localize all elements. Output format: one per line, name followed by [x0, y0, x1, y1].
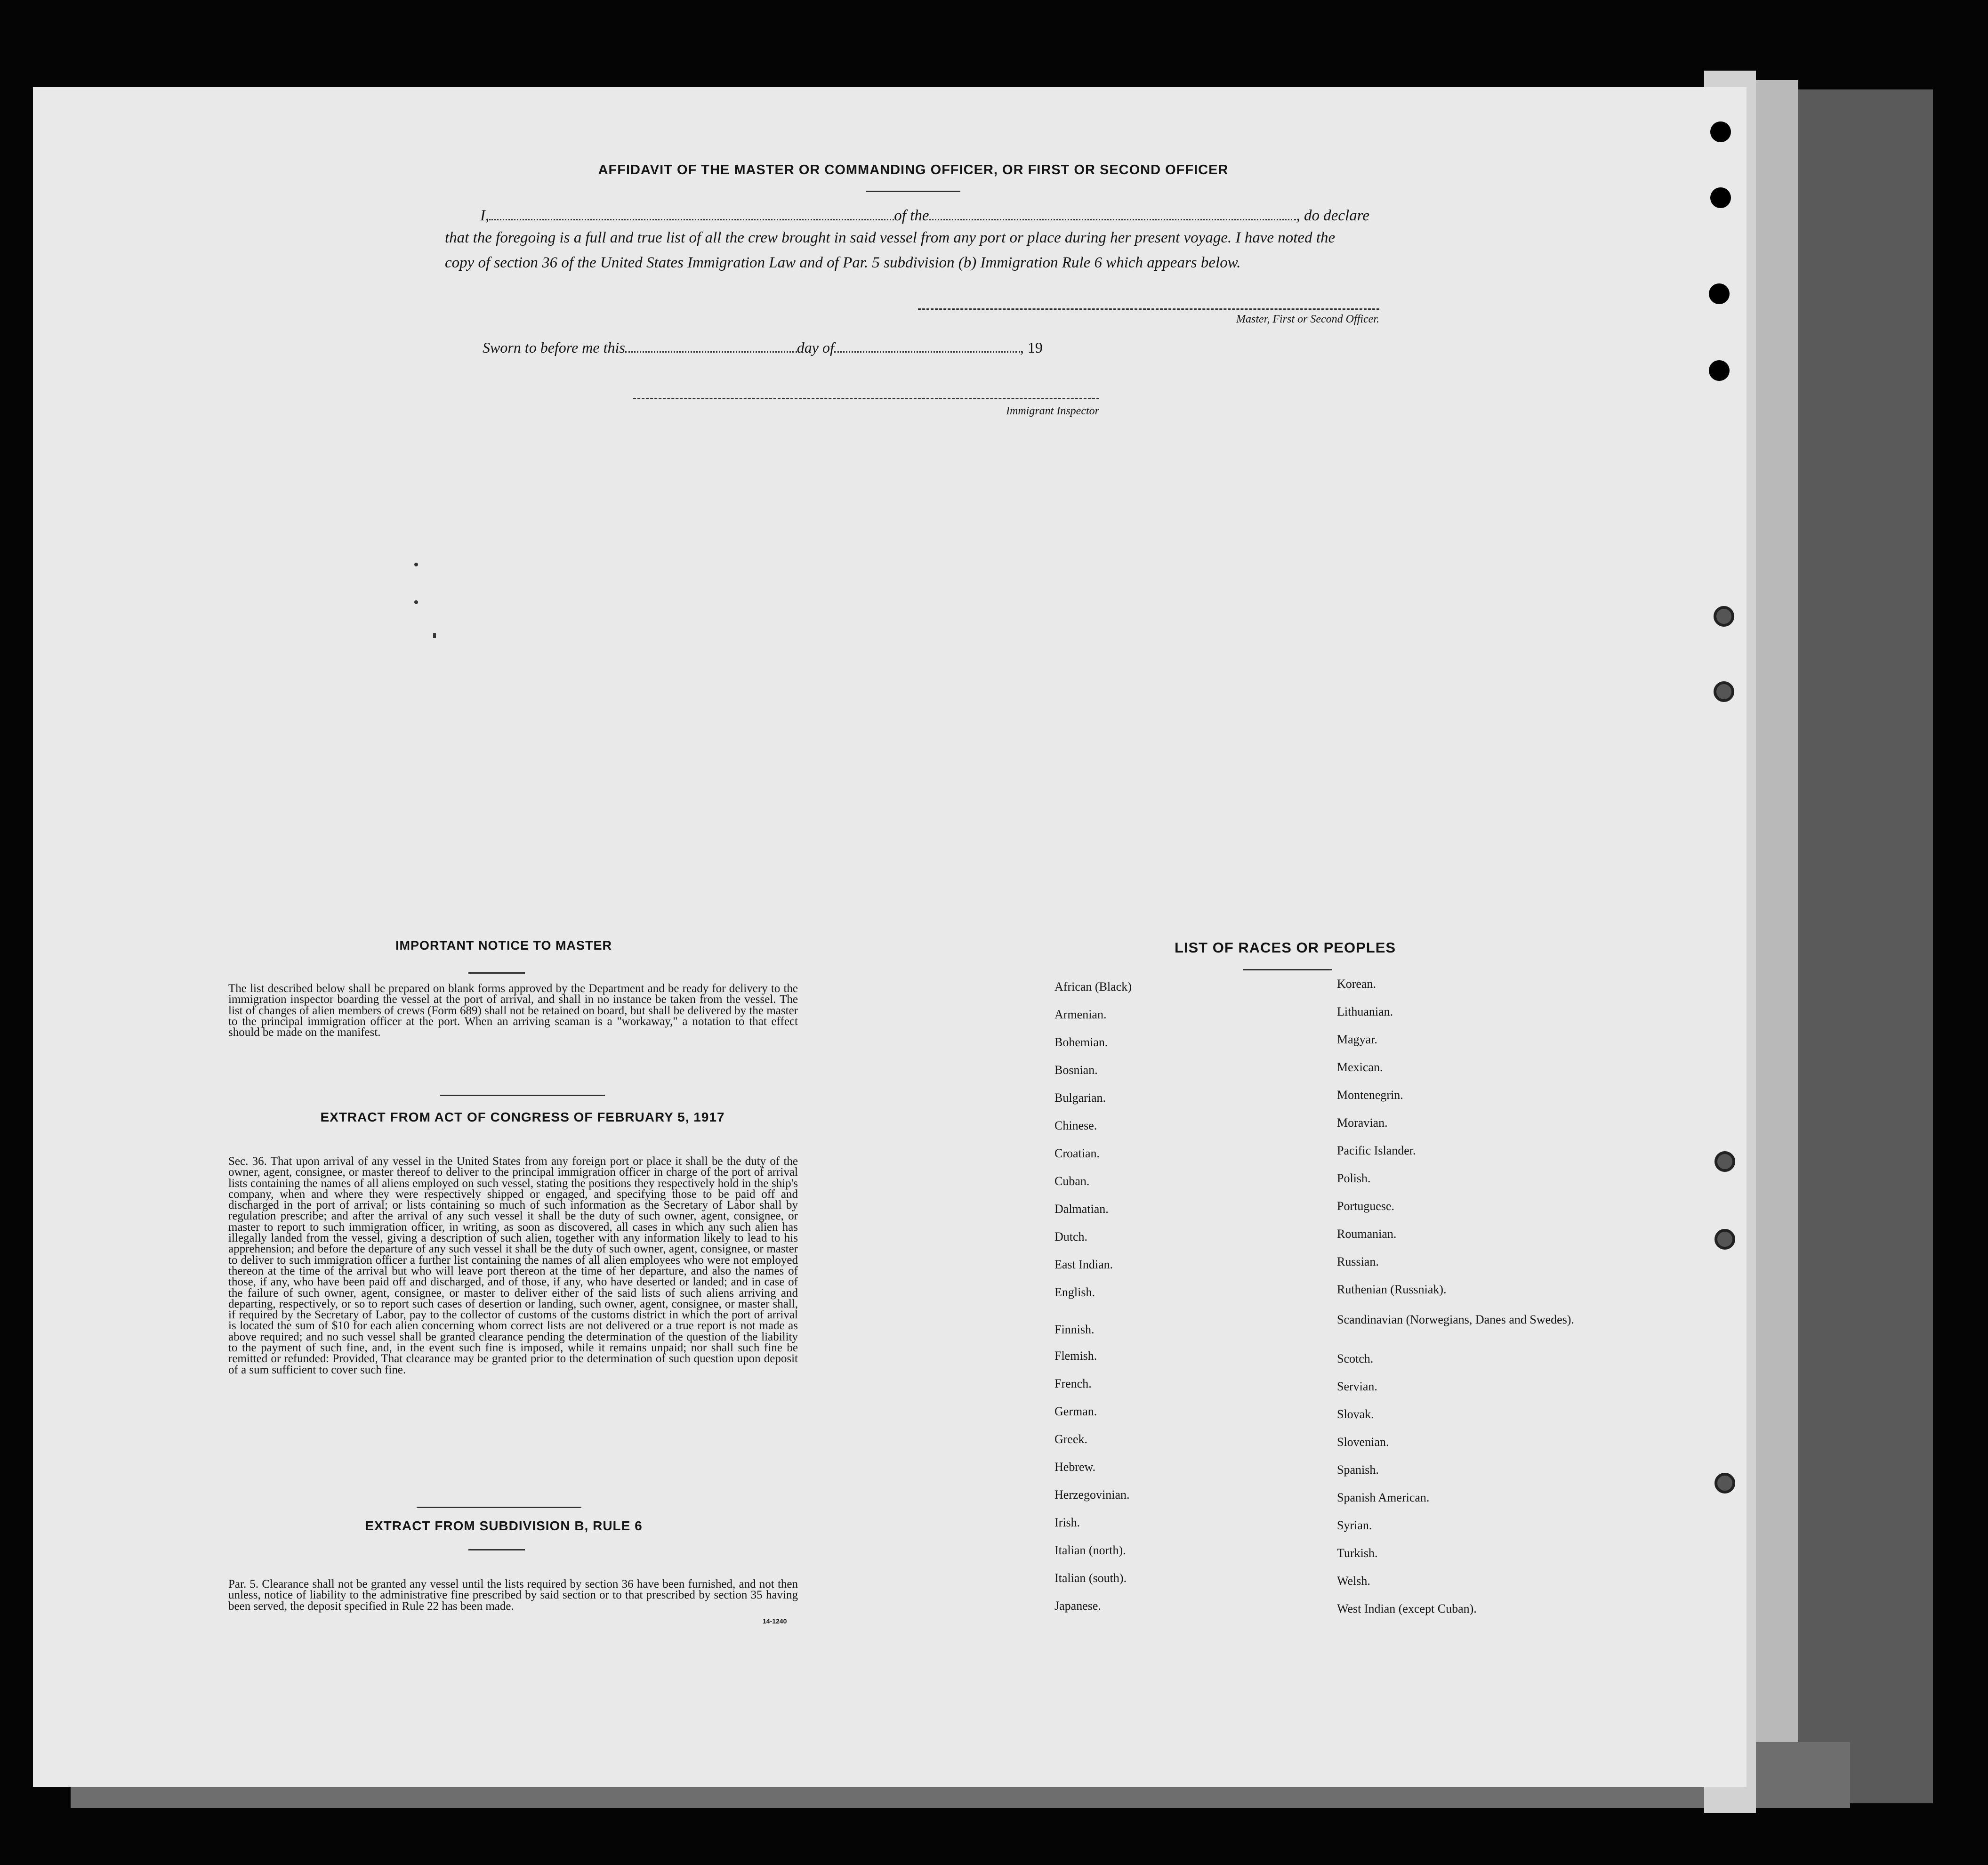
race-item: Korean. — [1337, 977, 1376, 991]
punch-hole — [1714, 1151, 1735, 1172]
race-item: Moravian. — [1337, 1116, 1388, 1130]
race-item: West Indian (except Cuban). — [1337, 1602, 1477, 1615]
race-item: Lithuanian. — [1337, 1005, 1393, 1018]
race-item: Turkish. — [1337, 1546, 1378, 1560]
race-item: Armenian. — [1054, 1008, 1107, 1021]
race-item: Dutch. — [1054, 1230, 1088, 1243]
punch-hole — [1709, 283, 1730, 304]
ink-speck — [414, 600, 418, 604]
sworn-line — [483, 339, 1043, 356]
ink-speck — [433, 633, 436, 638]
race-item: German. — [1054, 1405, 1097, 1418]
rule-extract-body: Par. 5. Clearance shall not be granted any vessel until the lists required by section 36 have been furnished, and not then unless, notice of liability to the administrative fine prescribed by said section or to that prescribed by section 35 having been served, the deposit specified in Rule 22 has been made. — [228, 1578, 798, 1613]
race-item: Portuguese. — [1337, 1199, 1395, 1213]
punch-hole — [1714, 681, 1734, 702]
race-item: French. — [1054, 1377, 1092, 1390]
race-item: Dalmatian. — [1054, 1202, 1109, 1216]
race-item: Croatian. — [1054, 1146, 1100, 1160]
declarant-prefix: I, — [480, 207, 490, 224]
race-item: Bohemian. — [1054, 1035, 1108, 1049]
race-item: Italian (south). — [1054, 1571, 1127, 1585]
declarant-line — [480, 207, 1369, 225]
year-label: , 19 — [1020, 339, 1043, 356]
race-item: Mexican. — [1337, 1060, 1383, 1074]
inspector-signature-line[interactable] — [633, 398, 1099, 399]
races-title: LIST OF RACES OR PEOPLES — [1174, 939, 1396, 956]
race-item: Flemish. — [1054, 1349, 1097, 1363]
declaration-text-2: copy of section 36 of the United States Immigration Law and of Par. 5 subdivision (b) Immigration Rule 6 which appears below. — [445, 254, 1241, 271]
race-item: African (Black) — [1054, 980, 1132, 993]
race-item: Greek. — [1054, 1432, 1088, 1446]
day-of-label: day of — [797, 339, 834, 356]
divider — [417, 1507, 581, 1508]
inspector-caption: Immigrant Inspector — [1006, 405, 1099, 417]
race-item: Chinese. — [1054, 1119, 1097, 1132]
race-item: East Indian. — [1054, 1258, 1113, 1271]
ink-speck — [414, 563, 418, 566]
declarant-name-blank[interactable] — [489, 219, 894, 220]
race-item: Roumanian. — [1337, 1227, 1397, 1241]
race-item: Bosnian. — [1054, 1063, 1098, 1077]
punch-hole — [1714, 1473, 1735, 1494]
race-item: Scandinavian (Norwegians, Danes and Swedes). — [1337, 1313, 1574, 1326]
races-list-right — [1337, 977, 1629, 1633]
race-item: Russian. — [1337, 1255, 1379, 1268]
declare-suffix: , do declare — [1296, 207, 1369, 224]
punch-hole — [1714, 606, 1734, 627]
race-item: Pacific Islander. — [1337, 1144, 1416, 1157]
race-item: Syrian. — [1337, 1518, 1372, 1532]
race-item: Irish. — [1054, 1516, 1080, 1529]
race-item: Polish. — [1337, 1171, 1371, 1185]
race-item: Italian (north). — [1054, 1543, 1126, 1557]
race-item: Bulgarian. — [1054, 1091, 1106, 1105]
sworn-month-blank[interactable] — [834, 351, 1020, 353]
notice-body: The list described below shall be prepared on blank forms approved by the Department and be ready for delivery to the immigration inspector boarding the vessel at the port of arrival, and shall in no instance be taken from the vessel. The list of changes of alien members of crews (Form 689) shall not be retained on board, but shall be delivered by the master to the principal immigration officer at the port. When an arriving seaman is a "workaway," a notation to that effect should be made on the manifest. — [228, 982, 798, 1039]
divider — [440, 1095, 605, 1096]
punch-hole — [1710, 121, 1731, 142]
race-item: Finnish. — [1054, 1323, 1095, 1336]
race-item: Ruthenian (Russniak). — [1337, 1283, 1447, 1296]
divider — [468, 1549, 525, 1550]
race-item: Japanese. — [1054, 1599, 1101, 1613]
divider — [1243, 969, 1332, 970]
race-item: Montenegrin. — [1337, 1088, 1403, 1102]
race-item: Scotch. — [1337, 1352, 1374, 1365]
race-item: English. — [1054, 1285, 1095, 1299]
punch-hole — [1714, 1229, 1735, 1250]
master-signature-line[interactable] — [918, 308, 1379, 310]
divider — [866, 191, 960, 192]
master-signature-caption: Master, First or Second Officer. — [1236, 313, 1379, 325]
sworn-prefix: Sworn to before me this — [483, 339, 625, 356]
race-item: Hebrew. — [1054, 1460, 1096, 1474]
declaration-text-1: that the foregoing is a full and true list of all the crew brought in said vessel from any port or place during her present voyage. I have noted the — [445, 229, 1336, 246]
sworn-day-blank[interactable] — [625, 351, 797, 353]
affidavit-title: AFFIDAVIT OF THE MASTER OR COMMANDING OFFICER, OR FIRST OR SECOND OFFICER — [598, 162, 1229, 178]
race-item: Servian. — [1337, 1380, 1377, 1393]
act-extract-body: Sec. 36. That upon arrival of any vessel in the United States from any foreign port or place it shall be the duty of the owner, agent, consignee, or master thereof to deliver to the principal immigration officer in charge of the port of arrival lists containing the names of all aliens employed on such vessel, stating the positions they respectively hold in the ship's company, when and where they were respectively shipped or engaged, and specifying those to be paid off and discharged in the port of arrival; or lists containing so much of such information as the Secretary of Labor shall by regulation prescribe; and after the arrival of any such vessel it shall be the duty of such owner, agent, consignee, or master to report to such immigration officer, in writing, as soon as discovered, all cases in which any such alien has illegally landed from the vessel, giving a description of such alien, together with any information likely to lead to his apprehension; and before the departure of any such vessel it shall be the duty of such owner, agent, consignee, or master to deliver to such immigration officer a further list containing the names of all alien employees who were not employed thereon at the time of the arrival but who will leave port thereon at the time of her departure, and also the names of those, if any, who have been paid off and discharged, and of those, if any, who have deserted or landed; and in case of the failure of such owner, agent, consignee, or master to deliver either of the said lists of such aliens arriving and departing, respectively, or so to report such cases of desertion or landing, such owner, agent, consignee, or master shall, if required by the Secretary of Labor, pay to the collector of customs of the customs district in which the port of arrival is located the sum of $10 for each alien concerning whom correct lists are not delivered or a true report is not made as above required; and no such vessel shall be granted clearance pending the determination of the question of the liability to the payment of such fine, and, in the event such fine is imposed, while it remains unpaid; nor shall such fine be remitted or refunded: Provided, That clearance may be granted prior to the determination of such question upon deposit of a sum sufficient to cover such fine. — [228, 1155, 798, 1376]
punch-hole — [1710, 187, 1731, 208]
divider — [468, 972, 525, 974]
race-item: Herzegovinian. — [1054, 1488, 1130, 1502]
race-item: Magyar. — [1337, 1033, 1377, 1046]
form-number: 14-1240 — [763, 1617, 787, 1625]
punch-hole — [1709, 360, 1730, 381]
underlying-pages-dark — [1779, 89, 1933, 1803]
races-list-left — [1054, 981, 1299, 1628]
race-item: Welsh. — [1337, 1574, 1370, 1588]
race-item: Cuban. — [1054, 1174, 1090, 1188]
act-extract-title: EXTRACT FROM ACT OF CONGRESS OF FEBRUARY 5, 1917 — [320, 1110, 725, 1124]
notice-title: IMPORTANT NOTICE TO MASTER — [395, 938, 612, 953]
vessel-name-blank[interactable] — [929, 219, 1296, 220]
vessel-label: of the — [894, 207, 929, 224]
race-item: Slovenian. — [1337, 1435, 1389, 1449]
rule-extract-title: EXTRACT FROM SUBDIVISION B, RULE 6 — [365, 1518, 643, 1533]
race-item: Slovak. — [1337, 1407, 1374, 1421]
race-item: Spanish American. — [1337, 1491, 1430, 1504]
race-item: Spanish. — [1337, 1463, 1379, 1477]
